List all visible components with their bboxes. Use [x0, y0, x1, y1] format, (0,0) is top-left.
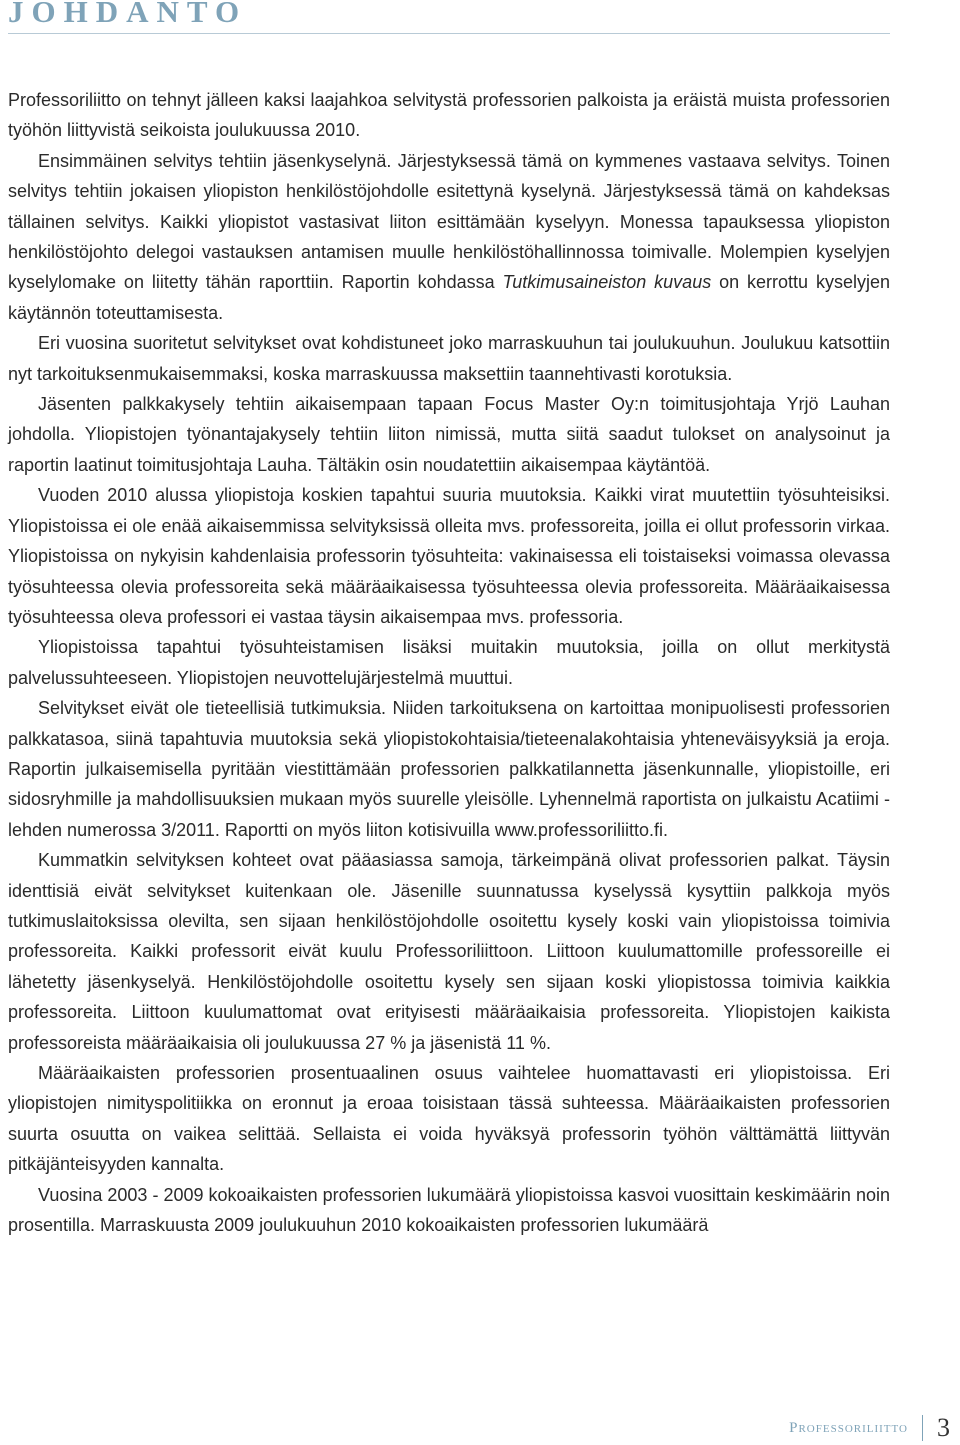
paragraph: Vuosina 2003 - 2009 kokoaikaisten professorien lukumäärä yliopistoissa kasvoi vuosittain keskimäärin noin prosentilla. Marraskuusta 2009 joulukuuhun 2010 kokoaikaisten professorien lukumäärä	[8, 1184, 890, 1236]
page-footer	[789, 1413, 950, 1443]
paragraph: Määräaikaisten professorien prosentuaalinen osuus vaihtelee huomattavasti eri yliopistoissa. Eri yliopistojen nimityspolitiikka on eronnut ja eroaa toisistaan tässä suhteessa. Määräaikaisten professorien suurta osuutta on vaikea selittää. Sellaista ei voida hyväksyä professorin työhön välttämättä liittyvän pitkäjänteisyyden kannalta.	[8, 1063, 890, 1175]
publication-name: Professoriliitto	[789, 1419, 908, 1436]
paragraph: Professoriliitto on tehnyt jälleen kaksi laajahkoa selvitystä professorien palkoista ja eräistä muista professorien työhön liittyvistä seikoista joulukuussa 2010.	[8, 90, 890, 141]
paragraph: Jäsenten palkkakysely tehtiin aikaisempaan tapaan Focus Master Oy:n toimitusjohtaja Yrjö Lauhan johdolla. Yliopistojen työnantajakysely tehtiin liiton nimissä, mutta siitä saadut tulokset on analysoinut ja raportin laatinut toimitusjohtaja Lauha. Tältäkin osin noudatettiin aikaisempaa käytäntöä.	[8, 394, 890, 475]
paragraph: Selvitykset eivät ole tieteellisiä tutkimuksia. Niiden tarkoituksena on kartoittaa monipuolisesti professorien palkkatasoa, siinä tapahtuvia muutoksia sekä yliopistokohtaisia/tieteenalakohtaisia yhteneväisyyksiä ja eroja. Raportin julkaisemisella pyritään viestittämään professorien palkkatilannetta jäsenkunnalle, yliopistoille, eri sidosryhmille ja mahdollisuuksien mukaan myös suurelle yleisölle. Lyhennelmä raportista on julkaistu Acatiimi -lehden numerossa 3/2011. Raportti on myös liiton kotisivuilla www.professoriliitto.fi.	[8, 698, 890, 840]
footer-divider	[922, 1415, 923, 1441]
paragraph: Vuoden 2010 alussa yliopistoja koskien tapahtui suuria muutoksia. Kaikki virat muutettiin työsuhteisiksi. Yliopistoissa ei ole enää aikaisemmissa selvityksissä olleita mvs. professoreita, joilla ei ollut professorin virkaa. Yliopistoissa on nykyisin kahdenlaisia professorin työsuhteita: vakinaisessa eli toistaiseksi voimassa olevassa työsuhteessa olevia professoreita sekä määräaikaisessa työsuhteessa olevia professoreita. Määräaikaisessa työsuhteessa oleva professori ei vastaa täysin aikaisempaa mvs. professoria.	[8, 485, 890, 627]
paragraph: Ensimmäinen selvitys tehtiin jäsenkyselynä. Järjestyksessä tämä on kymmenes vastaava selvitys. Toinen selvitys tehtiin jokaisen yliopiston henkilöstöjohdolle esitettynä kyselynä. Järjestyksessä tämä on kahdeksas tällainen selvitys. Kaikki yliopistot vastasivat liiton esittämään kyselyyn. Monessa tapauksessa yliopiston henkilöstöjohto delegoi vastauksen antamisen muulle henkilöstöhallinnossa toimivalle. Molempien kyselyjen kyselylomake on liitetty tähän raporttiin. Raportin kohdassa Tutkimusaineiston kuvaus on kerrottu kyselyjen käytännön toteuttamisesta.	[8, 150, 890, 323]
section-reference: Tutkimusaineiston kuvaus	[502, 272, 712, 293]
paragraph: Eri vuosina suoritetut selvitykset ovat kohdistuneet joko marraskuuhun tai joulukuuhun. Joulukuu katsottiin nyt tarkoituksenmukaisemmaksi, koska marraskuussa maksettiin taannehtivasti korotuksia.	[8, 333, 890, 384]
title-divider	[8, 33, 890, 34]
body-text	[8, 85, 890, 1240]
paragraph: Kummatkin selvityksen kohteet ovat pääasiassa samoja, tärkeimpänä olivat professorien palkat. Täysin identtisiä eivät selvitykset kuitenkaan ole. Jäsenille suunnatussa kyselyssä kysyttiin palkkoja myös tutkimuslaitoksissa olevilta, sen sijaan henkilöstöjohdolle osoitettu kysely koski vain yliopistoissa toimivia professoreita. Kaikki professorit eivät kuulu Professoriliittoon. Liittoon kuulumattomille professoreille ei lähetetty jäsenkyselyä. Henkilöstöjohdolle osoitettu kysely sen sijaan koski yliopistossa toimivia kaikkia professoreita. Liittoon kuulumattomat ovat erityisesti määräaikaisia professoreita. Yliopistojen kaikista professoreista määräaikaisia oli joulukuussa 27 % ja jäsenistä 11 %.	[8, 850, 890, 1053]
page-title: JOHDANTO	[8, 0, 248, 29]
paragraph: Yliopistoissa tapahtui työsuhteistamisen lisäksi muitakin muutoksia, joilla on ollut merkitystä palvelussuhteeseen. Yliopistojen neuvottelujärjestelmä muuttui.	[8, 637, 890, 688]
page-number: 3	[937, 1413, 950, 1442]
